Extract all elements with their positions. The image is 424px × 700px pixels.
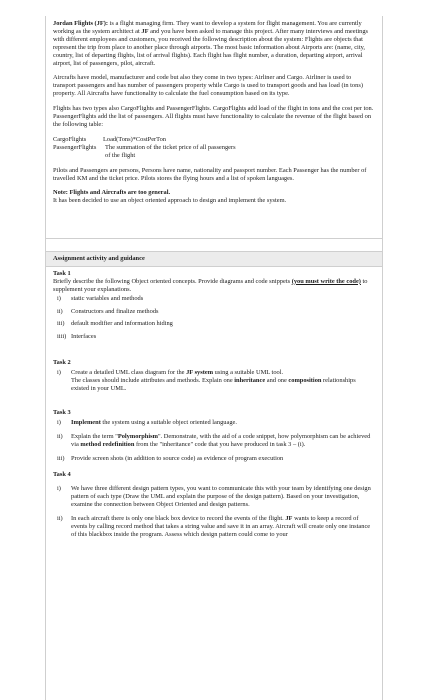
note-heading: Note: Flights and Aircrafts are too general. — [53, 189, 171, 197]
task-3-item-3: iii) Provide screen shots (in addition to source code) as evidence of program execution — [57, 454, 284, 462]
intro-paragraph-2: Aircrafts have model, manufacturer and code but also they come in two types: Airliner and Cargo. Airliner is used to transport passengers and has number of passengers property while Cargo is used to transport goods and has load (in tons) property. All Aircrafts have functionality to calculate the fuel consumption based on its type. — [53, 74, 363, 98]
task-1-item: iiii) Interfaces — [57, 333, 97, 341]
task-3-item-2: ii) Explain the term "Polymorphism". Demonstrate, with the aid of a code snippet, how polymorphism can be achieved via method redefinition from the "inheritance" code that you have produced in task 3 – (i). — [57, 432, 371, 448]
task-4-title: Task 4 — [53, 471, 71, 479]
task-2-item: i) Create a detailed UML class diagram for the JF system using a suitable UML tool. — [57, 369, 284, 377]
task-1-item: i) static variables and methods — [57, 294, 144, 302]
company-name: Jordan Flights (JF): — [53, 20, 109, 27]
scenario-section — [46, 16, 382, 239]
note-text: It has been decided to use an object oriented approach to design and implement the system. — [53, 197, 287, 205]
intro-paragraph-1: Jordan Flights (JF): is a flight managing firm. They want to develop a system for flight management. You are currently working as the system architect at JF and you have been asked to manage this project. After many interviews and meetings with different employees and customers, you received the following description about the system: Flights are objects that represent the trip from place to another place through airports. The most basic information about Airports are: (name, city, country, list of departing flights, list of arrival flights). Each flight has flight number, a duration, departing airport, arrival airport, list of passengers, pilot, aircraft. — [53, 20, 369, 67]
revenue-row-cargo: CargoFlights Load(Tons)*CostPerTon — [53, 135, 167, 143]
revenue-row-passenger: PassengerFlights The summation of the ticket price of all passengers — [53, 143, 236, 151]
task-1-item: ii) Constructors and finalize methods — [57, 307, 159, 315]
intro-paragraph-4: Pilots and Passengers are persons, Persons have name, nationality and passport number. Each Passenger has the number of travelled KM and the ticket price. Pilots stores the flying hours and a list of spoken languages. — [53, 166, 367, 182]
task-3-title: Task 3 — [53, 408, 71, 416]
task-2-detail: The classes should include attributes and methods. Explain one inheritance and one composition relationships existed in your UML. — [71, 377, 356, 392]
task-1-title: Task 1 — [53, 269, 71, 277]
document-page — [45, 16, 383, 700]
task-1-description: Briefly describe the following Object oriented concepts. Provide diagrams and code snippets (you must write the code) to supplement your explanations. — [53, 277, 368, 293]
assignment-header: Assignment activity and guidance — [46, 251, 382, 267]
intro-paragraph-3: Flights has two types also CargoFlights and PassengerFlights. CargoFlights add load of the flight in tons and the cost per ton. PassengerFlights add the list of passengers. All flights must have functionality to calculate the revenue of the flight based on the following table: — [53, 105, 374, 128]
task-1-item: iii) default modifier and information hiding — [57, 320, 173, 328]
task-3-item-1: i) Implement the system using a suitable object oriented language. — [57, 418, 237, 426]
task-4-item-2: ii) In each aircraft there is only one black box device to record the events of the flight. JF wants to keep a record of events by calling record method that takes a string value and save it in an array. Aircraft will create only one instance of this blackbox inside the program. Assess which design pattern could come to your — [57, 515, 371, 538]
revenue-row-passenger-cont: of the flight — [105, 151, 136, 159]
assignment-section — [46, 239, 382, 700]
task-2-title: Task 2 — [53, 359, 71, 367]
task-4-item-1: i) We have three different design pattern types, you want to communicate this with your team by identifying one design pattern of each type (Draw the UML and explain the purpose of the design pattern). Based on your investigation, examine the connection between Object Oriented and design patterns. — [57, 485, 371, 509]
